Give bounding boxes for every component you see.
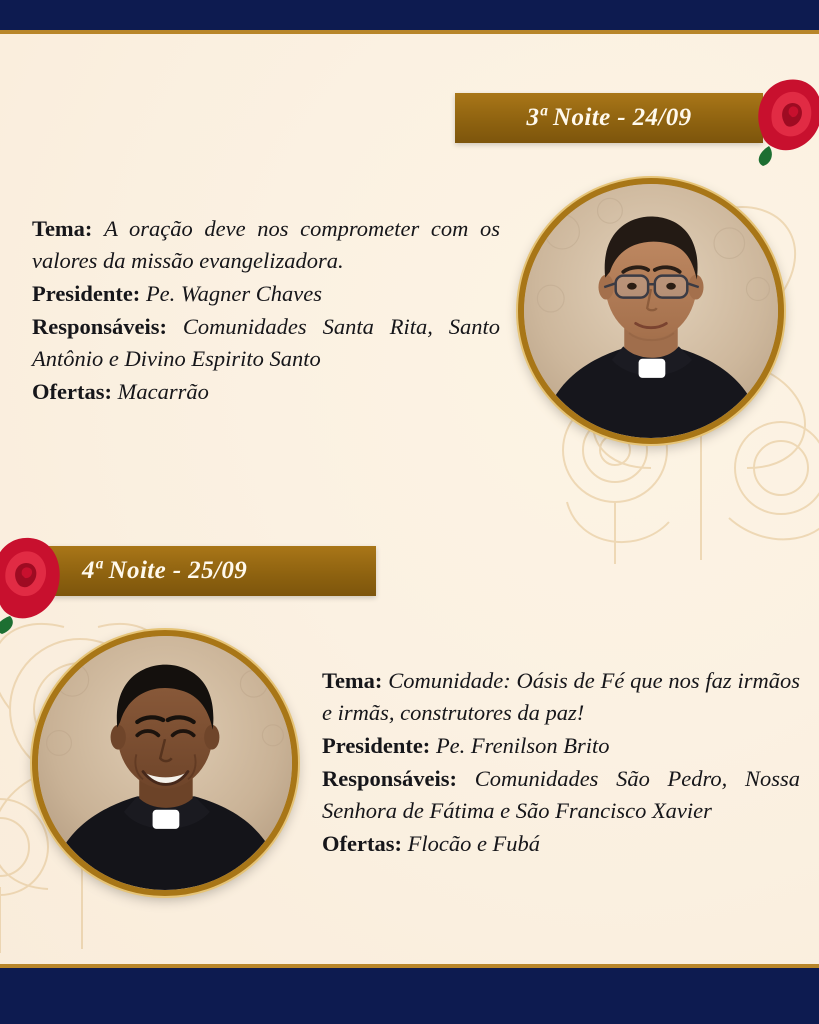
bottom-gold-rule: [0, 964, 819, 968]
night-3-responsible: [32, 311, 500, 375]
night-3-theme-label: Tema:: [32, 216, 93, 241]
night-4-offerings: [322, 828, 800, 860]
night-4-theme-label: Tema:: [322, 668, 383, 693]
night-4-president-value: Pe. Frenilson Brito: [435, 732, 610, 758]
ribbon-night-3-label: 3ª Noite - 24/09: [526, 104, 692, 131]
night-4-details: [322, 665, 800, 861]
night-3-responsible-label: Responsáveis:: [32, 313, 168, 339]
night-3-president-label: Presidente:: [32, 280, 141, 306]
night-4-president-label: Presidente:: [322, 732, 431, 758]
ribbon-night-3: [455, 93, 763, 143]
night-4-theme: [322, 665, 800, 729]
night-3-theme-value: A oração deve nos comprometer com os valores da missão evangelizadora.: [32, 216, 500, 273]
night-3-president-value: Pe. Wagner Chaves: [145, 280, 322, 306]
top-navy-bar: [0, 0, 819, 30]
night-3-theme: [32, 213, 500, 277]
night-4-offerings-label: Ofertas:: [322, 830, 402, 856]
ribbon-night-4-label: 4ª Noite - 25/09: [82, 557, 248, 584]
portrait-night-3: [518, 178, 784, 444]
night-4-offerings-value: Flocão e Fubá: [407, 830, 541, 856]
night-4-responsible: [322, 763, 800, 827]
night-3-details: [32, 213, 500, 409]
night-3-offerings-value: Macarrão: [117, 378, 209, 404]
night-4-responsible-label: Responsáveis:: [322, 765, 458, 791]
night-3-offerings-label: Ofertas:: [32, 378, 112, 404]
night-3-responsible-value: Comunidades Santa Rita, Santo Antônio e Divino Espirito Santo: [32, 313, 501, 371]
top-gold-rule: [0, 30, 819, 34]
portrait-night-4: [32, 630, 298, 896]
ribbon-night-4: [18, 546, 376, 596]
night-4-president: [322, 730, 800, 762]
night-3-offerings: [32, 376, 500, 408]
night-4-responsible-value: Comunidades São Pedro, Nossa Senhora de Fátima e São Francisco Xavier: [322, 765, 800, 823]
bottom-navy-bar: [0, 968, 819, 1024]
night-3-president: [32, 278, 500, 310]
night-4-theme-value: Comunidade: Oásis de Fé que nos faz irmãos e irmãs, construtores da paz!: [322, 668, 800, 725]
